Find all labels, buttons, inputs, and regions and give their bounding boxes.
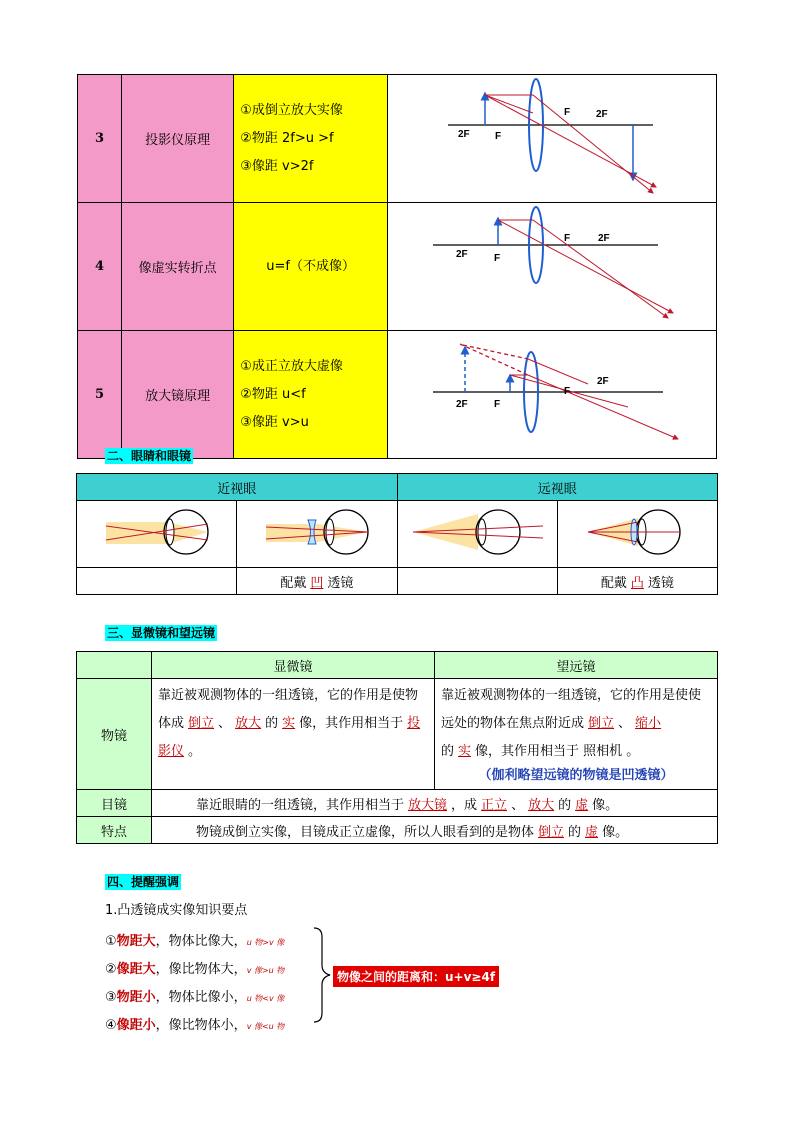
header-telescope: 望远镜 xyxy=(435,652,718,679)
answer: 实 xyxy=(282,716,296,731)
list-item xyxy=(105,1012,284,1040)
text: 的 xyxy=(558,797,572,813)
text: 、 xyxy=(618,716,632,731)
eye-diagram-myopia-corrected xyxy=(237,501,397,568)
svg-text:2F: 2F xyxy=(595,109,608,120)
text: ，物体比像小， xyxy=(155,990,247,1005)
eye-diagram-myopia xyxy=(77,501,237,568)
keyword: 物距大 xyxy=(116,934,156,949)
condition-line: u=f（不成像） xyxy=(266,258,355,274)
table-row xyxy=(77,652,718,679)
condition-line: ②物距 u<f xyxy=(240,386,306,402)
key-points-list xyxy=(105,928,284,1040)
keyword: 物距小 xyxy=(116,990,156,1005)
hyperopia-correction xyxy=(557,568,717,595)
empty-cell xyxy=(397,568,557,595)
text: 像，其作用相当于 xyxy=(299,716,404,731)
ray-diagram-focus xyxy=(387,203,716,331)
text: ，像比物体小， xyxy=(155,1018,247,1033)
keyword: 像距小 xyxy=(116,1018,156,1033)
svg-text:2F: 2F xyxy=(597,233,610,244)
table-row xyxy=(77,474,718,501)
brace-icon xyxy=(310,925,334,1025)
text: ④ xyxy=(105,1018,117,1033)
keyword: 像距大 xyxy=(116,962,156,977)
principle-name: 投影仪原理 xyxy=(122,75,234,203)
condition-line: ③像距 v>u xyxy=(240,414,309,430)
text: ① xyxy=(105,934,117,949)
svg-text:2F: 2F xyxy=(457,129,470,140)
svg-text:2F: 2F xyxy=(455,249,468,260)
answer-concave: 凹 xyxy=(310,575,324,591)
answer: 投影仪 xyxy=(158,716,421,759)
svg-text:F: F xyxy=(563,107,571,118)
text: 配戴 xyxy=(600,575,627,591)
eyepiece-description xyxy=(152,790,718,817)
svg-text:F: F xyxy=(563,385,571,397)
text: 像。 xyxy=(592,797,619,813)
answer: 倒立 xyxy=(588,716,615,731)
telescope-objective xyxy=(435,679,718,790)
text: 透镜 xyxy=(647,575,674,591)
relation: v 像<u 物 xyxy=(246,1022,285,1031)
row-label-feature: 特点 xyxy=(77,817,152,844)
answer: 放大 xyxy=(235,716,262,731)
microscope-telescope-table xyxy=(76,651,718,844)
row-number: 3 xyxy=(78,75,122,203)
empty-header xyxy=(77,652,152,679)
list-item xyxy=(105,928,284,956)
text: 。 xyxy=(188,744,202,759)
empty-cell xyxy=(77,568,237,595)
answer-convex: 凸 xyxy=(630,575,644,591)
text: 靠近眼睛的一组透镜，其作用相当于 xyxy=(196,797,405,813)
text: 配戴 xyxy=(280,575,307,591)
row-label-objective: 物镜 xyxy=(77,679,152,790)
answer: 放大 xyxy=(528,797,555,813)
answer: 倒立 xyxy=(538,824,565,840)
svg-text:F: F xyxy=(494,131,502,142)
distance-rule-box: 物像之间的距离和：u+v≥4f xyxy=(333,966,499,987)
text: ③ xyxy=(105,990,117,1005)
table-row xyxy=(78,75,717,203)
relation: v 像>u 物 xyxy=(246,966,285,975)
condition-line: ①成倒立放大实像 xyxy=(240,102,343,118)
svg-text:2F: 2F xyxy=(596,375,609,387)
table-row xyxy=(77,679,718,790)
text: 像，其作用相当于 照相机 。 xyxy=(475,744,640,759)
text: 的 xyxy=(568,824,582,840)
header-microscope: 显微镜 xyxy=(152,652,435,679)
eye-diagram-hyperopia-corrected xyxy=(557,501,717,568)
principle-name: 放大镜原理 xyxy=(122,331,234,459)
text: 靠近被观测物体的一组透镜，它的作用是使物体成 xyxy=(158,688,419,731)
list-item xyxy=(105,984,284,1012)
feature-description xyxy=(152,817,718,844)
header-hyperopia: 远视眼 xyxy=(397,474,718,501)
text: 的 xyxy=(265,716,279,731)
text: 的 xyxy=(441,744,455,759)
text: ，物体比像大， xyxy=(155,934,247,949)
table-row xyxy=(77,568,718,595)
svg-text:2F: 2F xyxy=(455,398,468,410)
text: ，成 xyxy=(451,797,478,813)
subtitle: 1.凸透镜成实像知识要点 xyxy=(105,903,248,918)
text: 像。 xyxy=(602,824,629,840)
relation: u 物<v 像 xyxy=(246,994,285,1003)
condition-line: ③像距 v>2f xyxy=(240,158,314,174)
svg-text:F: F xyxy=(493,253,501,264)
text: 透镜 xyxy=(327,575,354,591)
text: 物镜成倒立实像，目镜成正立虚像，所以人眼看到的是物体 xyxy=(196,824,535,840)
relation: u 物>v 像 xyxy=(246,938,285,947)
principle-name: 像虚实转折点 xyxy=(122,203,234,331)
lens-imaging-table xyxy=(77,74,717,459)
answer: 虚 xyxy=(575,797,589,813)
list-item xyxy=(105,956,284,984)
condition-cell xyxy=(234,331,388,459)
table-row xyxy=(78,331,717,459)
text: ，像比物体大， xyxy=(155,962,247,977)
section-title-reminder: 四、提醒强调 xyxy=(107,875,180,889)
section-title-eyes: 二、眼睛和眼镜 xyxy=(107,449,192,463)
eye-table xyxy=(76,473,718,595)
row-label-eyepiece: 目镜 xyxy=(77,790,152,817)
answer: 缩小 xyxy=(635,716,662,731)
ray-diagram-projector xyxy=(387,75,716,203)
condition-line: ①成正立放大虚像 xyxy=(240,358,343,374)
row-number: 4 xyxy=(78,203,122,331)
eye-diagram-hyperopia xyxy=(397,501,557,568)
text: ② xyxy=(105,962,117,977)
svg-text:F: F xyxy=(493,398,501,410)
answer: 实 xyxy=(458,744,472,759)
answer: 倒立 xyxy=(188,716,215,731)
text: 、 xyxy=(218,716,232,731)
answer: 虚 xyxy=(585,824,599,840)
table-row xyxy=(77,501,718,568)
header-myopia: 近视眼 xyxy=(77,474,398,501)
text: 靠近被观测物体的一组透镜，它的作用是使使远处的物体在焦点附近成 xyxy=(441,688,702,731)
microscope-objective xyxy=(152,679,435,790)
myopia-correction xyxy=(237,568,397,595)
ray-diagram-magnifier xyxy=(387,331,716,459)
svg-text:F: F xyxy=(563,233,571,244)
table-row xyxy=(78,203,717,331)
answer: 正立 xyxy=(481,797,508,813)
condition-cell xyxy=(234,203,388,331)
answer: 放大镜 xyxy=(408,797,448,813)
table-row xyxy=(77,817,718,844)
condition-cell xyxy=(234,75,388,203)
text: 、 xyxy=(511,797,525,813)
row-number: 5 xyxy=(78,331,122,459)
condition-line: ②物距 2f>u >f xyxy=(240,130,334,146)
section-title-scopes: 三、显微镜和望远镜 xyxy=(107,626,216,640)
telescope-note: （伽利略望远镜的物镜是凹透镜） xyxy=(478,768,674,783)
table-row xyxy=(77,790,718,817)
